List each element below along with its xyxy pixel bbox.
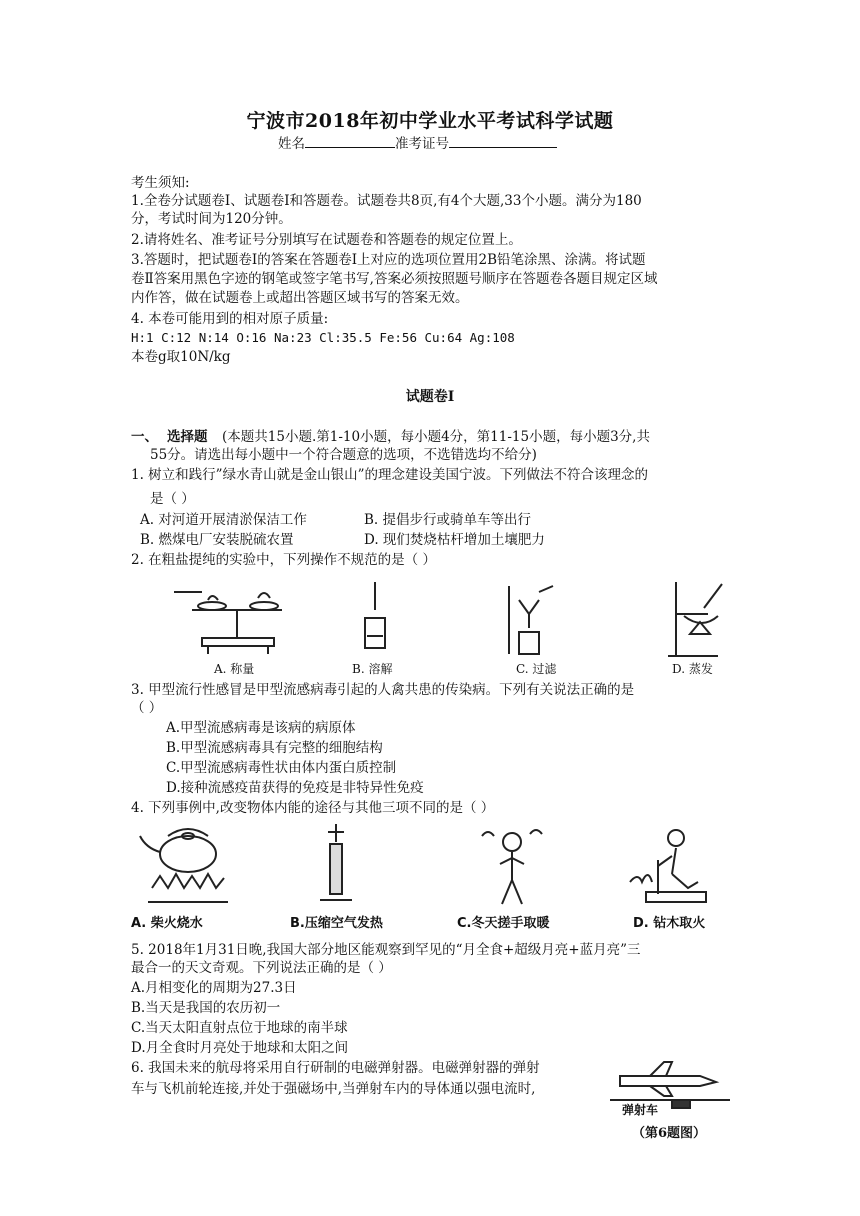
- q2-stem: 2. 在粗盐提纯的实验中，下列操作不规范的是（ ）: [131, 552, 436, 568]
- q6-figure-caption: （第6题图）: [632, 1126, 707, 1141]
- part1-desc-b: 55分。请选出每小题中一个符合题意的选项，不选错选均不给分): [150, 447, 537, 463]
- q1-option-b: B. 提倡步行或骑单车等出行: [364, 512, 532, 528]
- air-compression-figure: [316, 822, 356, 908]
- q1-stem-b: 是（ ）: [150, 491, 195, 507]
- q5-option-c: C.当天太阳直射点位于地球的南半球: [131, 1020, 348, 1036]
- q6-stem-b: 车与飞机前轮连接,并处于强磁场中,当弹射车内的导体通以强电流时,: [131, 1081, 536, 1097]
- atomic-masses: H:1 C:12 N:14 O:16 Na:23 Cl:35.5 Fe:56 Cu:64 Ag:108: [131, 330, 515, 345]
- q4-caption-a: A. 柴火烧水: [131, 916, 203, 931]
- q1-option-d: D. 现们焚烧枯杆增加土壤肥力: [364, 532, 545, 548]
- q4-caption-c: C.冬天搓手取暖: [457, 916, 550, 931]
- q6-stem-a: 6. 我国未来的航母将采用自行研制的电磁弹射器。电磁弹射器的弹射: [131, 1060, 540, 1076]
- q4-caption-b: B.压缩空气发热: [290, 916, 383, 931]
- dissolving-figure: [355, 580, 395, 660]
- q2-caption-d: D. 蒸发: [672, 662, 713, 676]
- q3-option-b: B.甲型流感病毒具有完整的细胞结构: [166, 740, 383, 756]
- q5-option-b: B.当天是我国的农历初一: [131, 1000, 281, 1016]
- q5-option-a: A.月相变化的周期为27.3日: [131, 980, 297, 996]
- q3-option-d: D.接种流感疫苗获得的免疫是非特异性免疫: [166, 780, 424, 796]
- note-3b: 卷Ⅱ答案用黑色字迹的钢笔或签字笔书写,答案必须按照题号顺序在答题卷各题目规定区域: [131, 271, 658, 287]
- name-id-line: [278, 132, 557, 152]
- q4-stem: 4. 下列事例中,改变物体内能的途径与其他三项不同的是（ ）: [131, 800, 495, 816]
- filtering-figure: [505, 584, 565, 660]
- q4-caption-d: D. 钻木取火: [633, 916, 706, 931]
- id-label: 准考证号: [395, 136, 449, 152]
- note-g: 本卷g取10N/kg: [131, 349, 231, 365]
- q2-caption-c: C. 过滤: [516, 662, 557, 676]
- q1-option-a: A. 对河道开展清淤保洁工作: [140, 512, 307, 528]
- part1-desc-a: (本题共15小题.第1-10小题，每小题4分，第11-15小题，每小题3分,共: [222, 429, 650, 445]
- notes-heading: 考生须知:: [131, 175, 190, 191]
- part1-keyword: 选择题: [167, 429, 208, 445]
- note-4: 4. 本卷可能用到的相对原子质量:: [131, 311, 329, 327]
- note-1a: 1.全卷分试题卷Ⅰ、试题卷Ⅰ和答题卷。试题卷共8页,有4个大题,33个小题。满分为180: [131, 193, 642, 209]
- balance-figure: [172, 580, 302, 660]
- q2-caption-b: B. 溶解: [352, 662, 393, 676]
- note-2: 2.请将姓名、准考证号分别填写在试题卷和答题卷的规定位置上。: [131, 232, 522, 248]
- name-label: 姓名: [278, 136, 305, 152]
- q3-stem-a: 3. 甲型流行性感冒是甲型流感病毒引起的人禽共患的传染病。下列有关说法正确的是: [131, 682, 635, 698]
- drilling-wood-figure: [624, 822, 714, 908]
- q5-option-d: D.月全食时月亮处于地球和太阳之间: [131, 1040, 349, 1056]
- note-1b: 分，考试时间为120分钟。: [131, 211, 292, 227]
- q2-caption-a: A. 称量: [214, 662, 255, 676]
- q1-stem-a: 1. 树立和践行”绿水青山就是金山银山”的理念建设美国宁波。下列做法不符合该理念的: [131, 467, 648, 483]
- rubbing-hands-figure: [476, 824, 546, 908]
- id-blank: [449, 134, 557, 148]
- q3-stem-b: （ ）: [131, 700, 163, 716]
- kettle-fire-figure: [138, 822, 234, 908]
- note-3c: 内作答，做在试题卷上或超出答题区域书写的答案无效。: [131, 290, 469, 306]
- q5-stem-b: 最合一的天文奇观。下列说法正确的是（ ）: [131, 960, 392, 976]
- part1-num: 一、: [131, 429, 158, 445]
- q3-option-a: A.甲型流感病毒是该病的病原体: [166, 720, 356, 736]
- q6-figure-label: 弹射车: [622, 1103, 659, 1117]
- q1-option-c: B. 燃煤电厂安装脱硫农置: [140, 532, 294, 548]
- name-blank: [305, 134, 395, 148]
- evaporation-figure: [668, 578, 732, 660]
- page-title: 宁波市2018年初中学业水平考试科学试题: [246, 110, 614, 132]
- note-3a: 3.答题时，把试题卷Ⅰ的答案在答题卷Ⅰ上对应的选项位置用2B铅笔涂黑、涂满。将试题: [131, 252, 646, 268]
- section-title: 试题卷Ⅰ: [405, 389, 455, 405]
- q3-option-c: C.甲型流感病毒性状由体内蛋白质控制: [166, 760, 397, 776]
- q5-stem-a: 5. 2018年1月31日晚,我国大部分地区能观察到罕见的“月全食+超级月亮+蓝月亮”三: [131, 942, 641, 958]
